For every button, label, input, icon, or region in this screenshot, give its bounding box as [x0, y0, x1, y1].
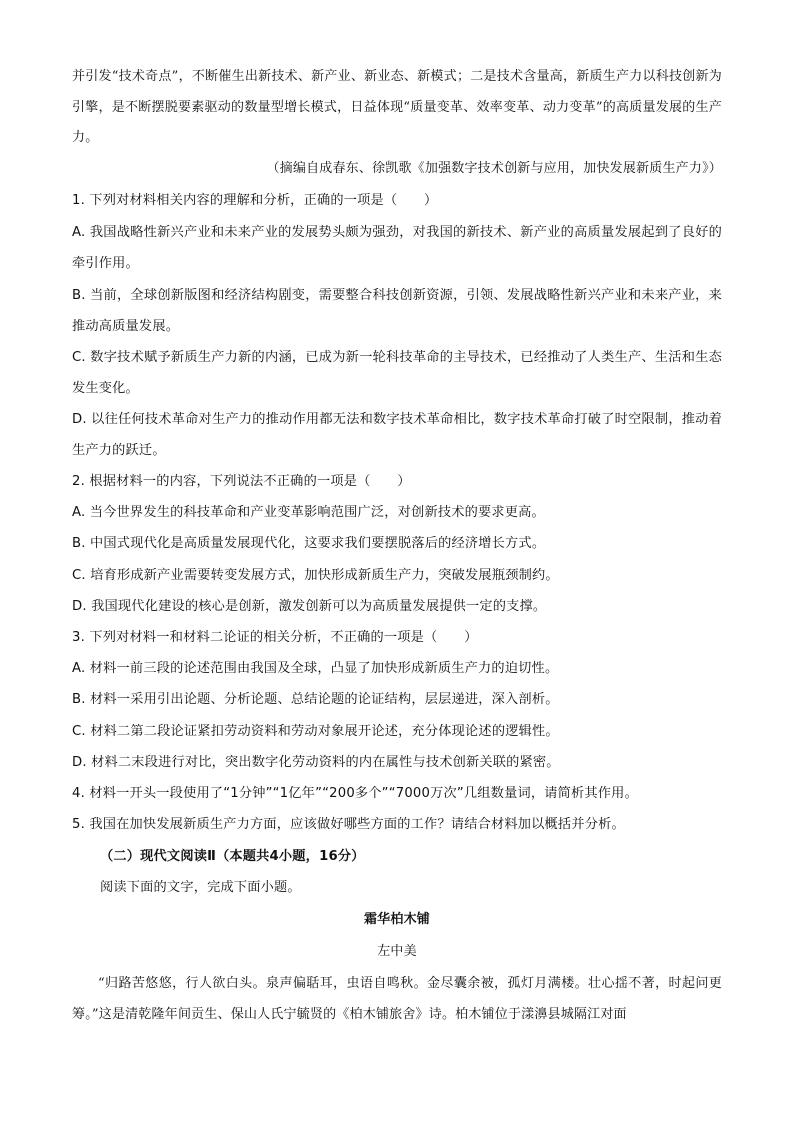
article-title: 霜华柏木铺	[363, 912, 430, 927]
option-d: D. 我国现代化建设的核心是创新，激发创新可以为高质量发展提供一定的支撑。	[72, 599, 547, 614]
source-note: （摘编自成春东、徐凯歌《加强数字技术创新与应用，加快发展新质生产力》）	[266, 161, 722, 176]
article-author: 左中美	[377, 944, 417, 959]
reading-instruction: 阅读下面的文字，完成下面小题。	[100, 880, 301, 895]
option-a: A. 我国战略性新兴产业和未来产业的发展势头颇为强劲，对我国的新技术、新产业的高质量发展起到了良好的牵引作用。	[72, 225, 722, 271]
option-b: B. 中国式现代化是高质量发展现代化，这要求我们要摆脱落后的经济增长方式。	[72, 536, 546, 551]
option-c: C. 培育形成新产业需要转变发展方式，加快形成新质生产力，突破发展瓶颈制约。	[72, 568, 559, 583]
option-a: A. 材料一前三段的论述范围由我国及全球，凸显了加快形成新质生产力的迫切性。	[72, 661, 559, 676]
option-b: B. 当前，全球创新版图和经济结构剧变，需要整合科技创新资源，引领、发展战略性新兴产业和未来产业，来推动高质量发展。	[72, 288, 722, 334]
option-d: D. 材料二末段进行对比，突出数字化劳动资料的内在属性与技术创新关联的紧密。	[72, 755, 560, 770]
question-stem: 1. 下列对材料相关内容的理解和分析，正确的一项是（ ）	[72, 193, 438, 208]
question-stem: 2. 根据材料一的内容，下列说法不正确的一项是（ ）	[72, 474, 411, 489]
top-paragraph: 并引发“技术奇点”，不断催生出新技术、新产业、新业态、新模式；二是技术含量高，新质生产力以科技创新为引擎，是不断摆脱要素驱动的数量型增长模式，日益体现“质量变革、效率变革、动力变革”的高质量发展的生产力。	[72, 69, 722, 145]
section-heading: （二）现代文阅读Ⅱ（本题共4小题，16分）	[100, 849, 365, 864]
article-body: “归路苦悠悠，行人欲白头。泉声偏聒耳，虫语自鸣秋。金尽囊余被，孤灯月满楼。壮心揺不著，时起问更筹。”这是清乾隆年间贡生、保山人氏宁毓贤的《柏木铺旅舍》诗。柏木铺位于漾濞县城隔江对面	[72, 976, 722, 1022]
option-c: C. 数字技术赋予新质生产力新的内涵，已成为新一轮科技革命的主导技术，已经推动了人类生产、生活和生态发生变化。	[72, 350, 722, 396]
option-b: B. 材料一采用引出论题、分析论题、总结论题的论证结构，层层递进，深入剖析。	[72, 692, 559, 707]
question-5: 5. 我国在加快发展新质生产力方面，应该做好哪些方面的工作？请结合材料加以概括并分析。	[72, 817, 625, 832]
option-d: D. 以往任何技术革命对生产力的推动作用都无法和数字技术革命相比，数字技术革命打破了时空限制，推动着生产力的跃迁。	[72, 412, 722, 458]
question-4: 4. 材料一开头一段使用了“1分钟”“1亿年”“200多个”“7000万次”几组数量词，请简析其作用。	[72, 786, 638, 801]
option-a: A. 当今世界发生的科技革命和产业变革影响范围广泛，对创新技术的要求更高。	[72, 505, 545, 520]
option-c: C. 材料二第二段论证紧扣劳动资料和劳动对象展开论述，充分体现论述的逻辑性。	[72, 724, 559, 739]
question-stem: 3. 下列对材料一和材料二论证的相关分析，不正确的一项是（ ）	[72, 630, 478, 645]
